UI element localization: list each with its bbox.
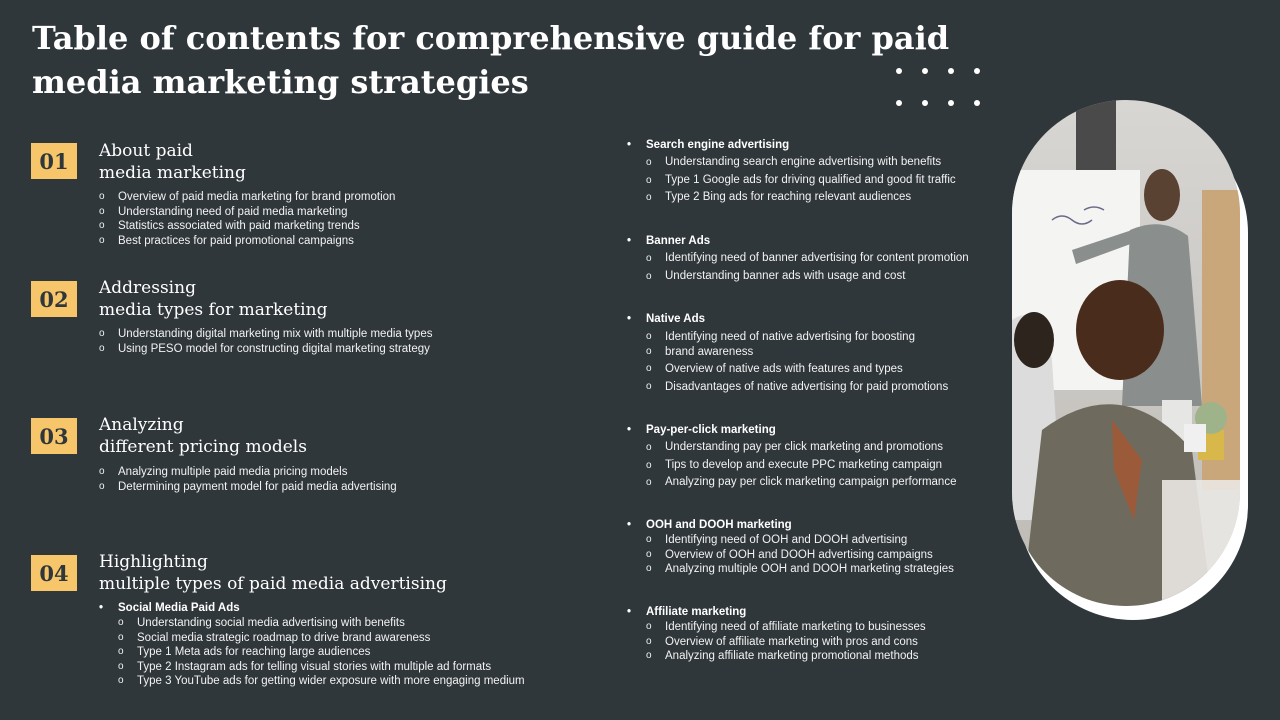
list-item: o Analyzing affiliate marketing promotional methods [646, 649, 926, 664]
list-item: o Type 2 Bing ads for reaching relevant audiences [646, 189, 956, 207]
list-item: o Overview of paid media marketing for brand promotion [99, 190, 395, 205]
list-item: o Analyzing multiple OOH and DOOH marketing strategies [646, 562, 954, 577]
list-item: o Understanding banner ads with usage and cost [646, 268, 969, 286]
section-title [99, 277, 327, 321]
subsection-heading: • Social Media Paid Ads [99, 602, 240, 614]
section-title-line: media types for marketing [99, 300, 328, 320]
list-item: o Type 1 Meta ads for reaching large audiences [118, 645, 525, 660]
section-number-badge: 02 [31, 281, 77, 317]
presentation-photo [1012, 100, 1240, 606]
group-item-list [646, 330, 948, 394]
list-item: o Disadvantages of native advertising for paid promotions [646, 380, 948, 395]
section-title-line: media marketing [99, 163, 246, 183]
group-heading: • OOH and DOOH marketing [627, 519, 792, 531]
dot [974, 100, 980, 106]
group-item-list [646, 439, 956, 492]
photo-frame [1012, 100, 1248, 620]
section-title-line: About paid [99, 141, 193, 161]
list-item: o Overview of OOH and DOOH advertising campaigns [646, 548, 954, 563]
dot [948, 100, 954, 106]
section-item-list [118, 616, 525, 689]
group-heading: • Search engine advertising [627, 139, 789, 151]
section-title [99, 414, 307, 458]
group-heading: • Native Ads [627, 313, 705, 325]
section-item-list [99, 327, 432, 356]
group-item-list [646, 250, 969, 285]
section-title-line: Analyzing [99, 415, 184, 435]
dot [896, 100, 902, 106]
section-title-line: Addressing [99, 278, 196, 298]
list-item: o Understanding digital marketing mix with multiple media types [99, 327, 432, 342]
group-item-list [646, 154, 956, 207]
list-item: o Understanding need of paid media marketing [99, 205, 395, 220]
list-item: o Understanding search engine advertising with benefits [646, 154, 956, 172]
dot [974, 68, 980, 74]
section-title [99, 551, 447, 595]
dot [922, 68, 928, 74]
list-item: o Type 1 Google ads for driving qualified and good fit traffic [646, 172, 956, 190]
group-item-list [646, 620, 926, 664]
presentation-photo-illustration [1012, 100, 1240, 606]
section-title-line: different pricing models [99, 437, 307, 457]
list-item: o Best practices for paid promotional campaigns [99, 234, 395, 249]
decorative-dots [896, 68, 986, 112]
section-title-line: multiple types of paid media advertising [99, 574, 447, 594]
section-number-badge: 04 [31, 555, 77, 591]
list-item: o Analyzing pay per click marketing campaign performance [646, 474, 956, 492]
list-item: o Identifying need of banner advertising for content promotion [646, 250, 969, 268]
list-item: o Type 3 YouTube ads for getting wider exposure with more engaging medium [118, 674, 525, 689]
section-number-badge: 03 [31, 418, 77, 454]
slide-title: Table of contents for comprehensive guide for paid media marketing strategies [32, 19, 950, 101]
group-heading: • Pay-per-click marketing [627, 424, 776, 436]
section-title-line: Highlighting [99, 552, 208, 572]
list-item: o Analyzing multiple paid media pricing models [99, 465, 397, 480]
dot [896, 68, 902, 74]
list-item: o Type 2 Instagram ads for telling visual stories with multiple ad formats [118, 660, 525, 675]
list-item: o Social media strategic roadmap to drive brand awareness [118, 631, 525, 646]
group-heading: • Affiliate marketing [627, 606, 746, 618]
group-item-list [646, 533, 954, 577]
list-item-continuation: o brand awareness [646, 345, 948, 360]
list-item: o Statistics associated with paid marketing trends [99, 219, 395, 234]
group-heading: • Banner Ads [627, 235, 710, 247]
list-item: o Understanding social media advertising with benefits [118, 616, 525, 631]
list-item: o Understanding pay per click marketing and promotions [646, 439, 956, 457]
dot [948, 68, 954, 74]
list-item: o Identifying need of native advertising for boosting [646, 330, 948, 345]
section-title [99, 140, 246, 184]
list-item: o Using PESO model for constructing digital marketing strategy [99, 342, 432, 357]
list-item: o Overview of native ads with features and types [646, 362, 948, 377]
section-item-list [99, 190, 395, 248]
list-item: o Tips to develop and execute PPC marketing campaign [646, 457, 956, 475]
section-item-list [99, 465, 397, 494]
list-item: o Identifying need of affiliate marketing to businesses [646, 620, 926, 635]
list-item: o Determining payment model for paid media advertising [99, 480, 397, 495]
dot [922, 100, 928, 106]
section-number-badge: 01 [31, 143, 77, 179]
list-item: o Identifying need of OOH and DOOH advertising [646, 533, 954, 548]
list-item: o Overview of affiliate marketing with pros and cons [646, 635, 926, 650]
